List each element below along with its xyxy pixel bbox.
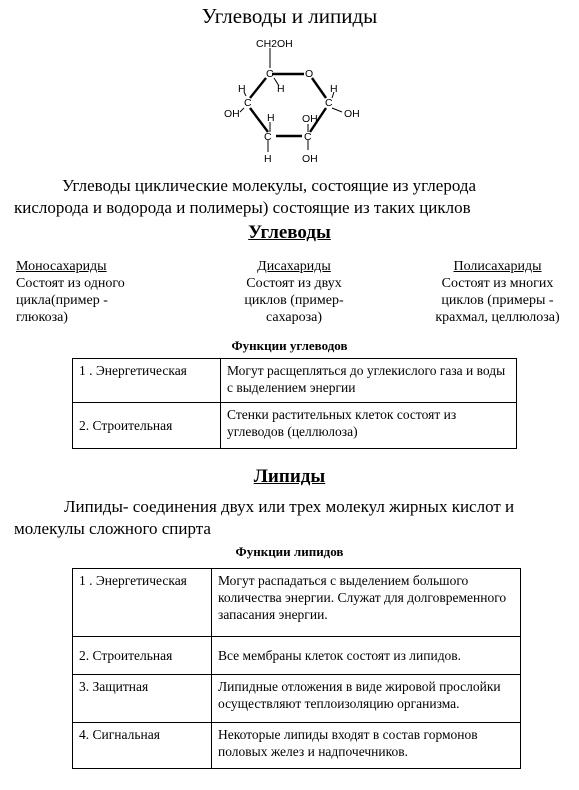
oh-label: OH [224,108,240,120]
carbohydrates-heading: Углеводы [248,222,331,243]
ring-oxygen-label: O [305,68,314,80]
c3-label: C [325,97,333,109]
h-label: H [238,83,246,95]
definition-line: Липиды- соединения двух или трех молекул жирных кислот и [64,497,515,516]
h-label: H [267,112,275,124]
lipid-functions-table [72,568,521,769]
column-heading: Полисахариды [453,259,542,274]
column-line: циклов (примеры - [441,293,554,308]
function-description: Липидные отложения в виде жировой прослойки осуществляют теплоизоляцию организма. [212,675,521,723]
h-label: H [264,153,272,164]
function-description: Стенки растительных клеток состоят из углеводов (целлюлоза) [221,403,517,449]
function-description: Некоторые липиды входят в состав гормонов половых желез и надпочечников. [212,723,521,769]
h-label: H [277,83,285,95]
carbohydrates-definition [14,175,564,219]
polysaccharides-column [420,258,575,326]
function-description: Могут расщепляться до углекислого газа и воды с выделением энергии [221,359,517,403]
function-name: 2. Строительная [73,637,212,675]
column-line: глюкоза) [16,310,68,325]
function-name: 1 . Энергетическая [73,569,212,637]
function-description: Все мембраны клеток состоят из липидов. [212,637,521,675]
definition-line: молекулы сложного спирта [14,519,211,538]
c5-label: C [304,131,312,143]
function-description: Могут распадаться с выделением большого количества энергии. Служат для долговременного запасания энергии. [212,569,521,637]
column-line: циклов (пример- [244,293,344,308]
carb-functions-table [72,358,517,449]
column-line: Состоят из одного [16,276,125,291]
carb-functions-heading: Функции углеводов [231,338,348,353]
lipids-definition [14,496,569,540]
table-row [73,723,521,769]
table-row [73,637,521,675]
function-name: 4. Сигнальная [73,723,212,769]
monosaccharides-column [16,258,166,326]
ring-bonds [250,74,326,136]
page-title: Углеводы и липиды [201,4,378,28]
disaccharides-column [224,258,364,326]
c1-label: C [266,68,274,80]
h-label: H [330,83,338,95]
column-line: сахароза) [265,310,323,325]
oh-label: OH [344,108,360,120]
column-line: крахмал, целлюлоза) [435,310,560,325]
column-line: Состоят из многих [441,276,554,291]
table-row [73,675,521,723]
function-name: 1 . Энергетическая [73,359,221,403]
ch2oh-label: CH2OH [256,38,293,50]
glucose-structure-diagram [210,34,370,164]
table-row [73,403,517,449]
definition-line: Углеводы циклические молекулы, состоящие из углерода [62,176,477,195]
column-line: цикла(пример - [16,293,108,308]
lipids-heading: Липиды [253,466,326,487]
c2-label: C [244,97,252,109]
definition-line: кислорода и водорода и полимеры) состоящие из таких циклов [14,198,471,217]
table-row [73,359,517,403]
oh-label: OH [302,153,318,164]
function-name: 2. Строительная [73,403,221,449]
oh-label: OH [302,113,318,125]
column-line: Состоят из двух [246,276,342,291]
column-heading: Дисахариды [257,259,331,274]
c4-label: C [264,131,272,143]
lipid-functions-heading: Функции липидов [235,544,344,559]
function-name: 3. Защитная [73,675,212,723]
table-row [73,569,521,637]
column-heading: Моносахариды [16,259,107,274]
